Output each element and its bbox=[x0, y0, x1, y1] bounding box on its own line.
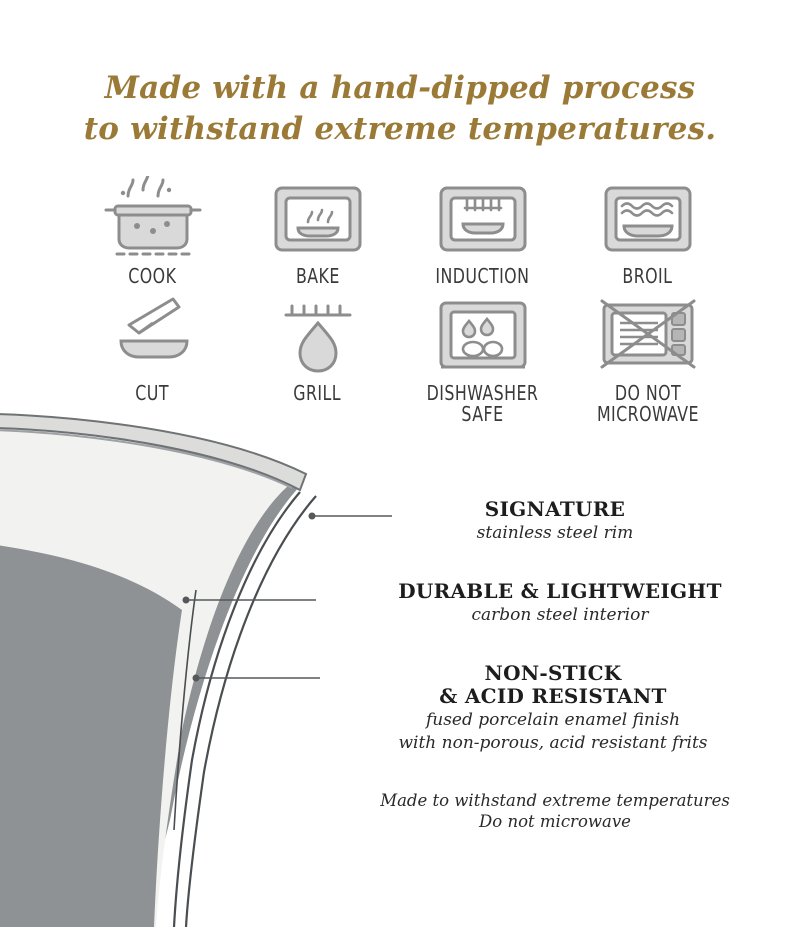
knife-cutting-icon bbox=[95, 293, 211, 379]
callout-title: DURABLE & LIGHTWEIGHT bbox=[398, 579, 722, 603]
callout-title-line-2: & ACID RESISTANT bbox=[439, 684, 667, 708]
footnote-line-2: Do not microwave bbox=[479, 812, 631, 832]
callout-non-stick bbox=[378, 662, 728, 755]
callout-subtitle: carbon steel interior bbox=[471, 605, 649, 625]
feature-label: GRILL bbox=[293, 380, 342, 405]
induction-cooktop-icon bbox=[425, 176, 541, 262]
feature-bake bbox=[235, 176, 400, 287]
feature-cook bbox=[70, 176, 235, 287]
callout-title-line-1: NON-STICK bbox=[484, 661, 622, 685]
pot-with-steam-icon bbox=[95, 176, 211, 262]
feature-induction bbox=[400, 176, 565, 287]
headline-line-2: to withstand extreme temperatures. bbox=[83, 110, 717, 147]
callout-durable-lightweight bbox=[385, 580, 735, 626]
callout-subtitle: stainless steel rim bbox=[476, 523, 634, 543]
feature-label: CUT bbox=[135, 380, 170, 405]
oven-broil-icon bbox=[590, 176, 706, 262]
feature-broil bbox=[565, 176, 730, 287]
feature-label-line-2: SAFE bbox=[461, 401, 504, 426]
feature-label-line-1: DISHWASHER bbox=[426, 380, 539, 405]
feature-label: BAKE bbox=[295, 263, 340, 288]
callout-title: SIGNATURE bbox=[484, 497, 626, 521]
callout-subtitle-line-1: fused porcelain enamel finish bbox=[425, 710, 681, 730]
footnote bbox=[370, 790, 740, 833]
grill-flame-icon bbox=[260, 293, 376, 379]
feature-label-line-1: DO NOT bbox=[614, 380, 681, 405]
feature-label: BROIL bbox=[622, 263, 673, 288]
feature-label: INDUCTION bbox=[435, 263, 530, 288]
product-cutaway-section bbox=[0, 400, 800, 927]
feature-label: COOK bbox=[128, 263, 177, 288]
oven-bake-icon bbox=[260, 176, 376, 262]
page-title bbox=[0, 0, 800, 150]
footnote-line-1: Made to withstand extreme temperatures bbox=[380, 791, 730, 810]
microwave-crossed-out-icon bbox=[590, 293, 706, 379]
callout-signature bbox=[380, 498, 730, 544]
callout-subtitle-line-2: with non-porous, acid resistant frits bbox=[398, 733, 708, 754]
dishwasher-icon bbox=[425, 293, 541, 379]
feature-label-line-2: MICROWAVE bbox=[596, 401, 699, 426]
headline-line-1: Made with a hand-dipped process bbox=[104, 70, 696, 106]
feature-icon-grid bbox=[0, 176, 800, 425]
